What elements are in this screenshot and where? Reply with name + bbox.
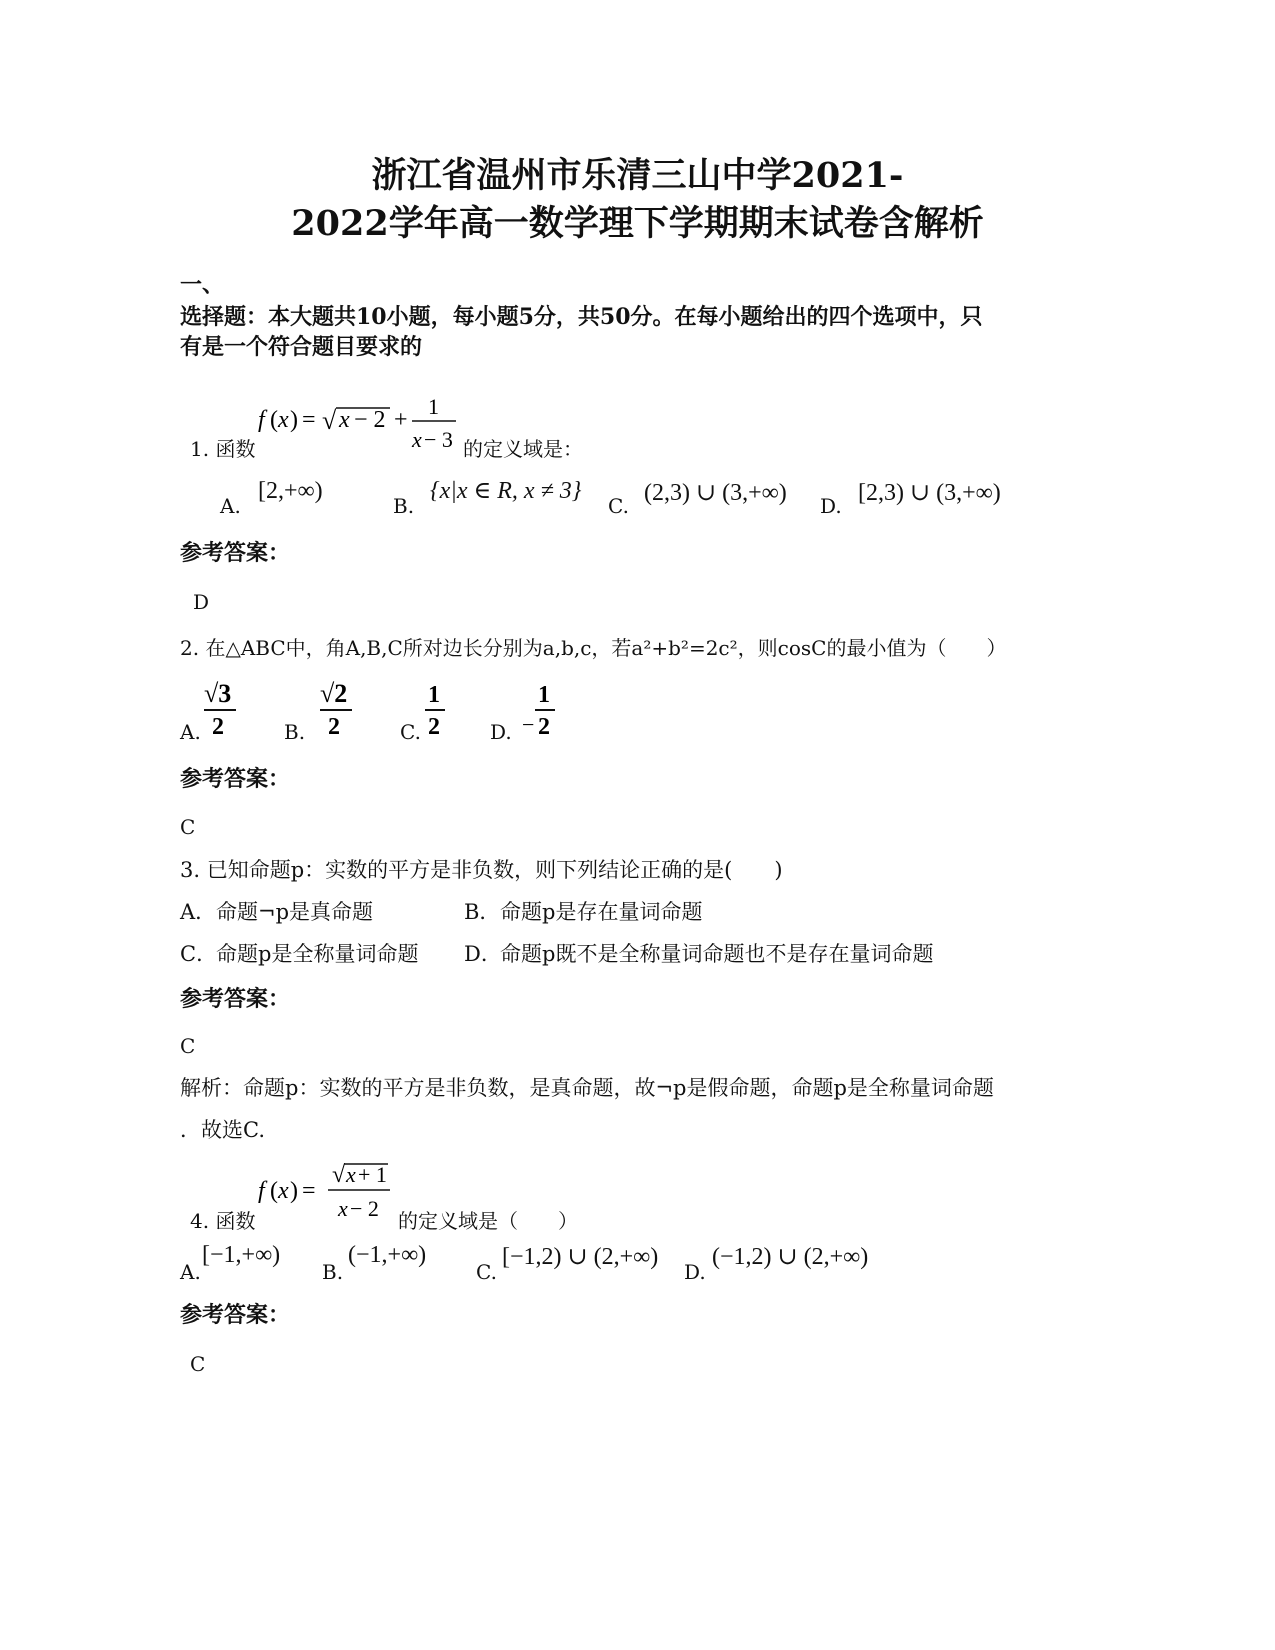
svg-text:(: ( [270, 407, 278, 433]
q3-option-c-value: 命题p是全称量词命题 [216, 942, 419, 966]
q1-answer-label: 参考答案： [180, 540, 291, 566]
q4-suffix: 的定义域是（ ） [398, 1209, 578, 1233]
q3-option-a-label: A． [180, 900, 217, 924]
q2-option-d-value [520, 676, 558, 740]
svg-text:− 3: − 3 [424, 427, 453, 452]
q2-option-b-label: B. [284, 720, 306, 744]
document-title-line1: 浙江省温州市乐清三山中学2021- [371, 155, 904, 196]
q3-analysis-line1: 解析：命题p：实数的平方是非负数，是真命题，故¬p是假命题，命题p是全称量词命题 [180, 1076, 994, 1100]
section-heading-line2: 有是一个符合题目要求的 [180, 334, 423, 360]
q2-option-c-label: C. [400, 720, 421, 744]
q3-option-b-label: B． [464, 900, 501, 924]
svg-text:1: 1 [538, 682, 550, 708]
section-number: 一、 [180, 272, 225, 298]
svg-text:f: f [258, 1178, 265, 1204]
q3-text: 3. 已知命题p：实数的平方是非负数，则下列结论正确的是( ) [180, 858, 783, 882]
svg-text:): ) [290, 407, 298, 433]
q1-prefix: 1. 函数 [190, 437, 256, 461]
q3-option-b-value: 命题p是存在量词命题 [500, 900, 703, 924]
q1-formula-image [256, 392, 462, 454]
q4-option-c-label: C. [476, 1260, 497, 1284]
svg-text:x: x [412, 427, 422, 452]
svg-text:2: 2 [428, 714, 440, 740]
q4-option-a-value: [−1,+∞) [202, 1242, 281, 1268]
q3-option-a-value: 命题¬p是真命题 [216, 900, 374, 924]
svg-text:=: = [302, 407, 316, 433]
q1-option-a-label: A. [220, 494, 241, 518]
svg-text:x: x [338, 1196, 348, 1221]
svg-text:√: √ [332, 1162, 346, 1188]
q2-answer: C [180, 815, 196, 839]
q4-formula-image [256, 1158, 396, 1224]
q1-option-c-value: (2,3) ∪ (3,+∞) [644, 480, 787, 506]
svg-text:+: + [394, 407, 408, 433]
svg-text:+ 1: + 1 [358, 1162, 387, 1187]
svg-text:− 2: − 2 [354, 407, 386, 433]
q1-option-c-label: C. [608, 494, 629, 518]
q1-option-a-value: [2,+∞) [258, 478, 323, 504]
q2-option-d-label: D. [490, 720, 512, 744]
section-heading-line1: 选择题：本大题共10小题，每小题5分，共50分。在每小题给出的四个选项中，只 [180, 304, 983, 330]
svg-text:2: 2 [538, 714, 550, 740]
svg-text:=: = [302, 1178, 316, 1204]
q1-option-d-value: [2,3) ∪ (3,+∞) [858, 480, 1001, 506]
q2-option-b-value [316, 676, 356, 740]
q2-option-c-value [422, 676, 448, 740]
q1-answer: D [193, 590, 210, 614]
q4-answer: C [190, 1352, 206, 1376]
q4-option-d-label: D. [684, 1260, 706, 1284]
svg-text:−: − [522, 712, 535, 737]
q2-answer-label: 参考答案： [180, 766, 291, 792]
q2-text: 2. 在△ABC中，角A,B,C所对边长分别为a,b,c，若a²+b²=2c²，则cosC的最小值为（ ） [180, 636, 1007, 660]
q4-option-c-value: [−1,2) ∪ (2,+∞) [502, 1244, 659, 1270]
q4-answer-label: 参考答案： [180, 1302, 291, 1328]
svg-text:− 2: − 2 [350, 1196, 379, 1221]
q3-answer-label: 参考答案： [180, 986, 291, 1012]
svg-text:x: x [339, 407, 350, 433]
svg-text:(: ( [270, 1178, 278, 1204]
q1-suffix: 的定义域是： [463, 437, 583, 461]
q1-option-b-label: B. [393, 494, 415, 518]
q4-option-b-label: B. [322, 1260, 344, 1284]
q1-option-b-value: {x|x ∈ R, x ≠ 3} [430, 478, 582, 504]
svg-text:x: x [346, 1162, 356, 1187]
svg-text:1: 1 [428, 394, 439, 419]
svg-text:): ) [290, 1178, 298, 1204]
q3-analysis-line2: ．故选C. [180, 1118, 265, 1142]
svg-text:x: x [278, 407, 289, 433]
q4-option-d-value: (−1,2) ∪ (2,+∞) [712, 1244, 869, 1270]
q2-option-a-label: A. [180, 720, 201, 744]
q1-option-d-label: D. [820, 494, 842, 518]
svg-text:√2: √2 [320, 679, 348, 708]
q3-answer: C [180, 1034, 196, 1058]
svg-text:2: 2 [212, 714, 224, 740]
document-title-line2: 2022学年高一数学理下学期期末试卷含解析 [291, 203, 984, 244]
svg-text:f: f [258, 407, 265, 433]
q4-option-b-value: (−1,+∞) [348, 1242, 427, 1268]
svg-text:x: x [278, 1178, 289, 1204]
q3-option-d-value: 命题p既不是全称量词命题也不是存在量词命题 [500, 942, 934, 966]
q4-prefix: 4. 函数 [190, 1209, 256, 1233]
svg-text:√: √ [322, 406, 337, 435]
svg-text:√3: √3 [204, 679, 232, 708]
svg-text:2: 2 [328, 714, 340, 740]
svg-text:1: 1 [428, 682, 440, 708]
q3-option-c-label: C． [180, 942, 218, 966]
q3-option-d-label: D． [464, 942, 502, 966]
q4-option-a-label: A. [180, 1260, 201, 1284]
q2-option-a-value [200, 676, 240, 740]
